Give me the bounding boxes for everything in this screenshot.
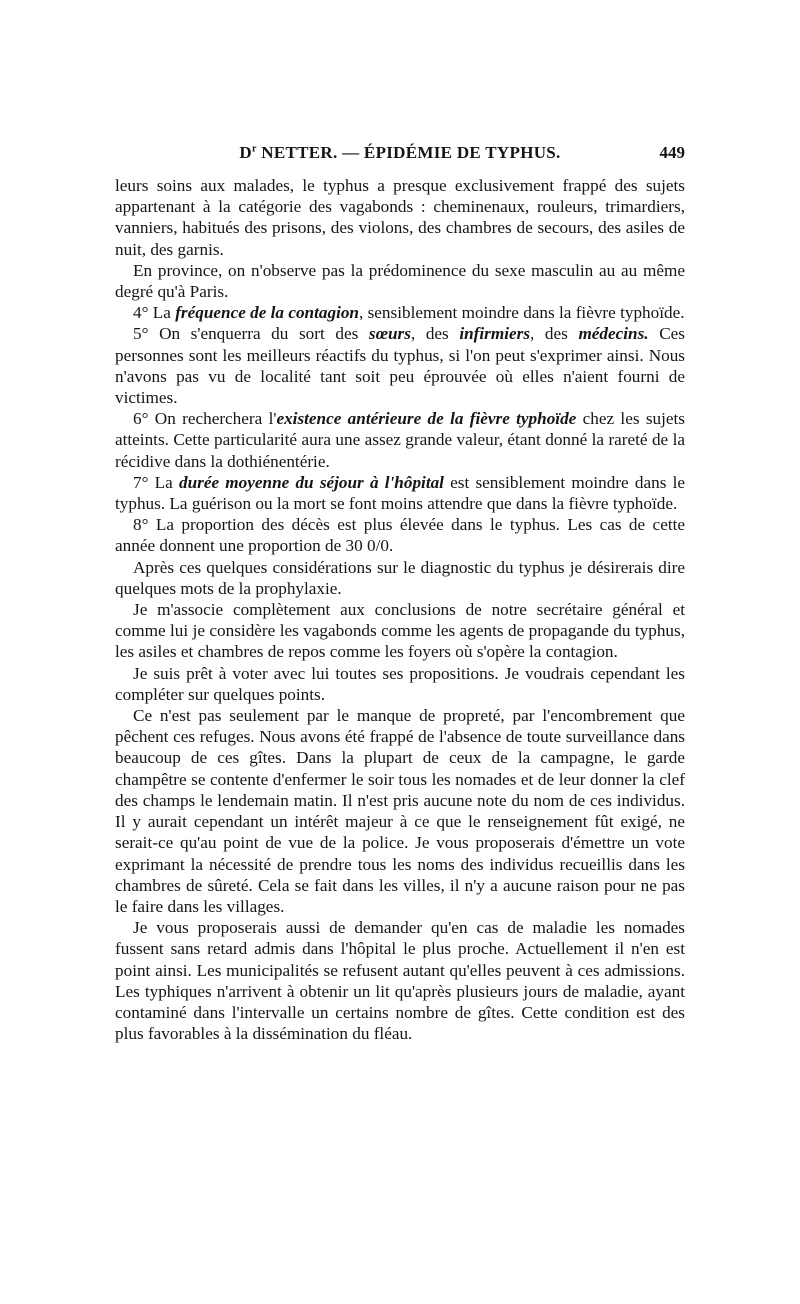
emphasized-text: sœurs bbox=[368, 324, 411, 344]
page-header bbox=[115, 143, 685, 169]
paragraph bbox=[115, 472, 685, 514]
text-run: 5° On s'enquerra du sort des bbox=[133, 324, 369, 344]
text-run: , des bbox=[530, 324, 579, 344]
body-text bbox=[115, 175, 685, 1044]
emphasized-text: existence antérieure de la fièvre typhoïde bbox=[276, 409, 577, 429]
text-run: En province, on n'observe pas la prédominence du sexe masculin au au même degré qu'à Paris. bbox=[115, 260, 685, 302]
paragraph bbox=[115, 302, 685, 323]
emphasized-text: infirmiers bbox=[459, 324, 531, 344]
text-run: chez les sujets atteints. Cette particularité aura une assez grande valeur, étant donné la rareté de la récidive dans la dothiénentérie. bbox=[115, 409, 685, 471]
text-run: 8° La proportion des décès est plus élevée dans le typhus. Les cas de cette année donnent une proportion de 30 0/0. bbox=[115, 515, 685, 556]
text-run: , des bbox=[410, 324, 460, 344]
text-run: , sensiblement moindre dans la fièvre typhoïde. bbox=[359, 303, 685, 323]
running-head-prefix: D bbox=[239, 143, 252, 162]
running-head-title: NETTER. — ÉPIDÉMIE DE TYPHUS. bbox=[256, 143, 561, 162]
paragraph bbox=[115, 175, 685, 260]
text-run: 4° La bbox=[133, 303, 176, 323]
document-page bbox=[115, 143, 685, 1044]
running-head-superscript: r bbox=[251, 143, 257, 155]
paragraph bbox=[115, 260, 685, 302]
paragraph bbox=[115, 323, 685, 408]
paragraph bbox=[115, 917, 685, 1044]
paragraph bbox=[115, 514, 685, 556]
paragraph bbox=[115, 599, 685, 663]
running-head bbox=[115, 143, 685, 163]
text-run: 7° La bbox=[133, 472, 179, 492]
paragraph bbox=[115, 408, 685, 472]
emphasized-text: durée moyenne du séjour à l'hôpital bbox=[179, 472, 444, 492]
text-run: 6° On recherchera l' bbox=[133, 409, 277, 429]
text-run: Ces personnes sont les meilleurs réactifs du typhus, si l'on peut s'exprimer ainsi. Nous n'avons pas vu de localité tant soit peu éprouvée où elles n'aient fourni de victimes. bbox=[115, 324, 685, 408]
text-run: leurs soins aux malades, le typhus a presque exclusivement frappé des sujets appartenant à la catégorie des vagabonds : cheminenaux, rouleurs, trimardiers, vanniers, habitués des prisons, des violons, des chambres de secours, des asiles de nuit, des garnis. bbox=[115, 176, 685, 259]
text-run: est sensiblement moindre dans le typhus. La guérison ou la mort se font moins attendre que dans la fièvre typhoïde. bbox=[115, 472, 685, 514]
paragraph bbox=[115, 705, 685, 917]
page-number: 449 bbox=[659, 143, 685, 162]
text-run: Je m'associe complètement aux conclusions de notre secrétaire général et comme lui je considère les vagabonds comme les agents de propagande du typhus, les asiles et chambres de repos comme les foyers où s'opère la contagion. bbox=[115, 600, 685, 662]
text-run: Après ces quelques considérations sur le diagnostic du typhus je désirerais dire quelques mots de la prophylaxie. bbox=[115, 557, 685, 598]
text-run: Ce n'est pas seulement par le manque de propreté, par l'encombrement que pêchent ces refuges. Nous avons été frappé de l'absence de toute surveillance dans beaucoup de ces gîtes. Dans la plupart de ceux de la campagne, le garde champêtre se contente d'enfermer le soir tous les nomades et de leur donner la clef des champs le lendemain matin. Il n'est pris aucune note du nom de ces individus. Il y aurait cependant un intérêt majeur à ce que le renseignement fût exigé, ne serait-ce qu'au point de vue de la police. Je vous proposerais d'émettre un vote exprimant la nécessité de prendre tous les noms des individus recueillis dans les chambres de sûreté. Cela se fait dans les villes, il n'y a aucune raison pour ne pas le faire dans les villages. bbox=[115, 706, 685, 916]
emphasized-text: fréquence de la contagion bbox=[175, 303, 359, 323]
paragraph bbox=[115, 557, 685, 599]
text-run: Je suis prêt à voter avec lui toutes ses propositions. Je voudrais cependant les compléter sur quelques points. bbox=[115, 663, 685, 704]
paragraph bbox=[115, 663, 685, 705]
text-run: Je vous proposerais aussi de demander qu'en cas de maladie les nomades fussent sans retard admis dans l'hôpital le plus proche. Actuellement il n'en est point ainsi. Les municipalités se refusent autant qu'elles peuvent à ces admissions. Les typhiques n'arrivent à obtenir un lit qu'après plusieurs jours de maladie, ayant contaminé dans l'intervalle un certains nombre de gîtes. Cette condition est des plus favorables à la dissémination du fléau. bbox=[115, 918, 685, 1044]
emphasized-text: médecins. bbox=[578, 324, 649, 344]
